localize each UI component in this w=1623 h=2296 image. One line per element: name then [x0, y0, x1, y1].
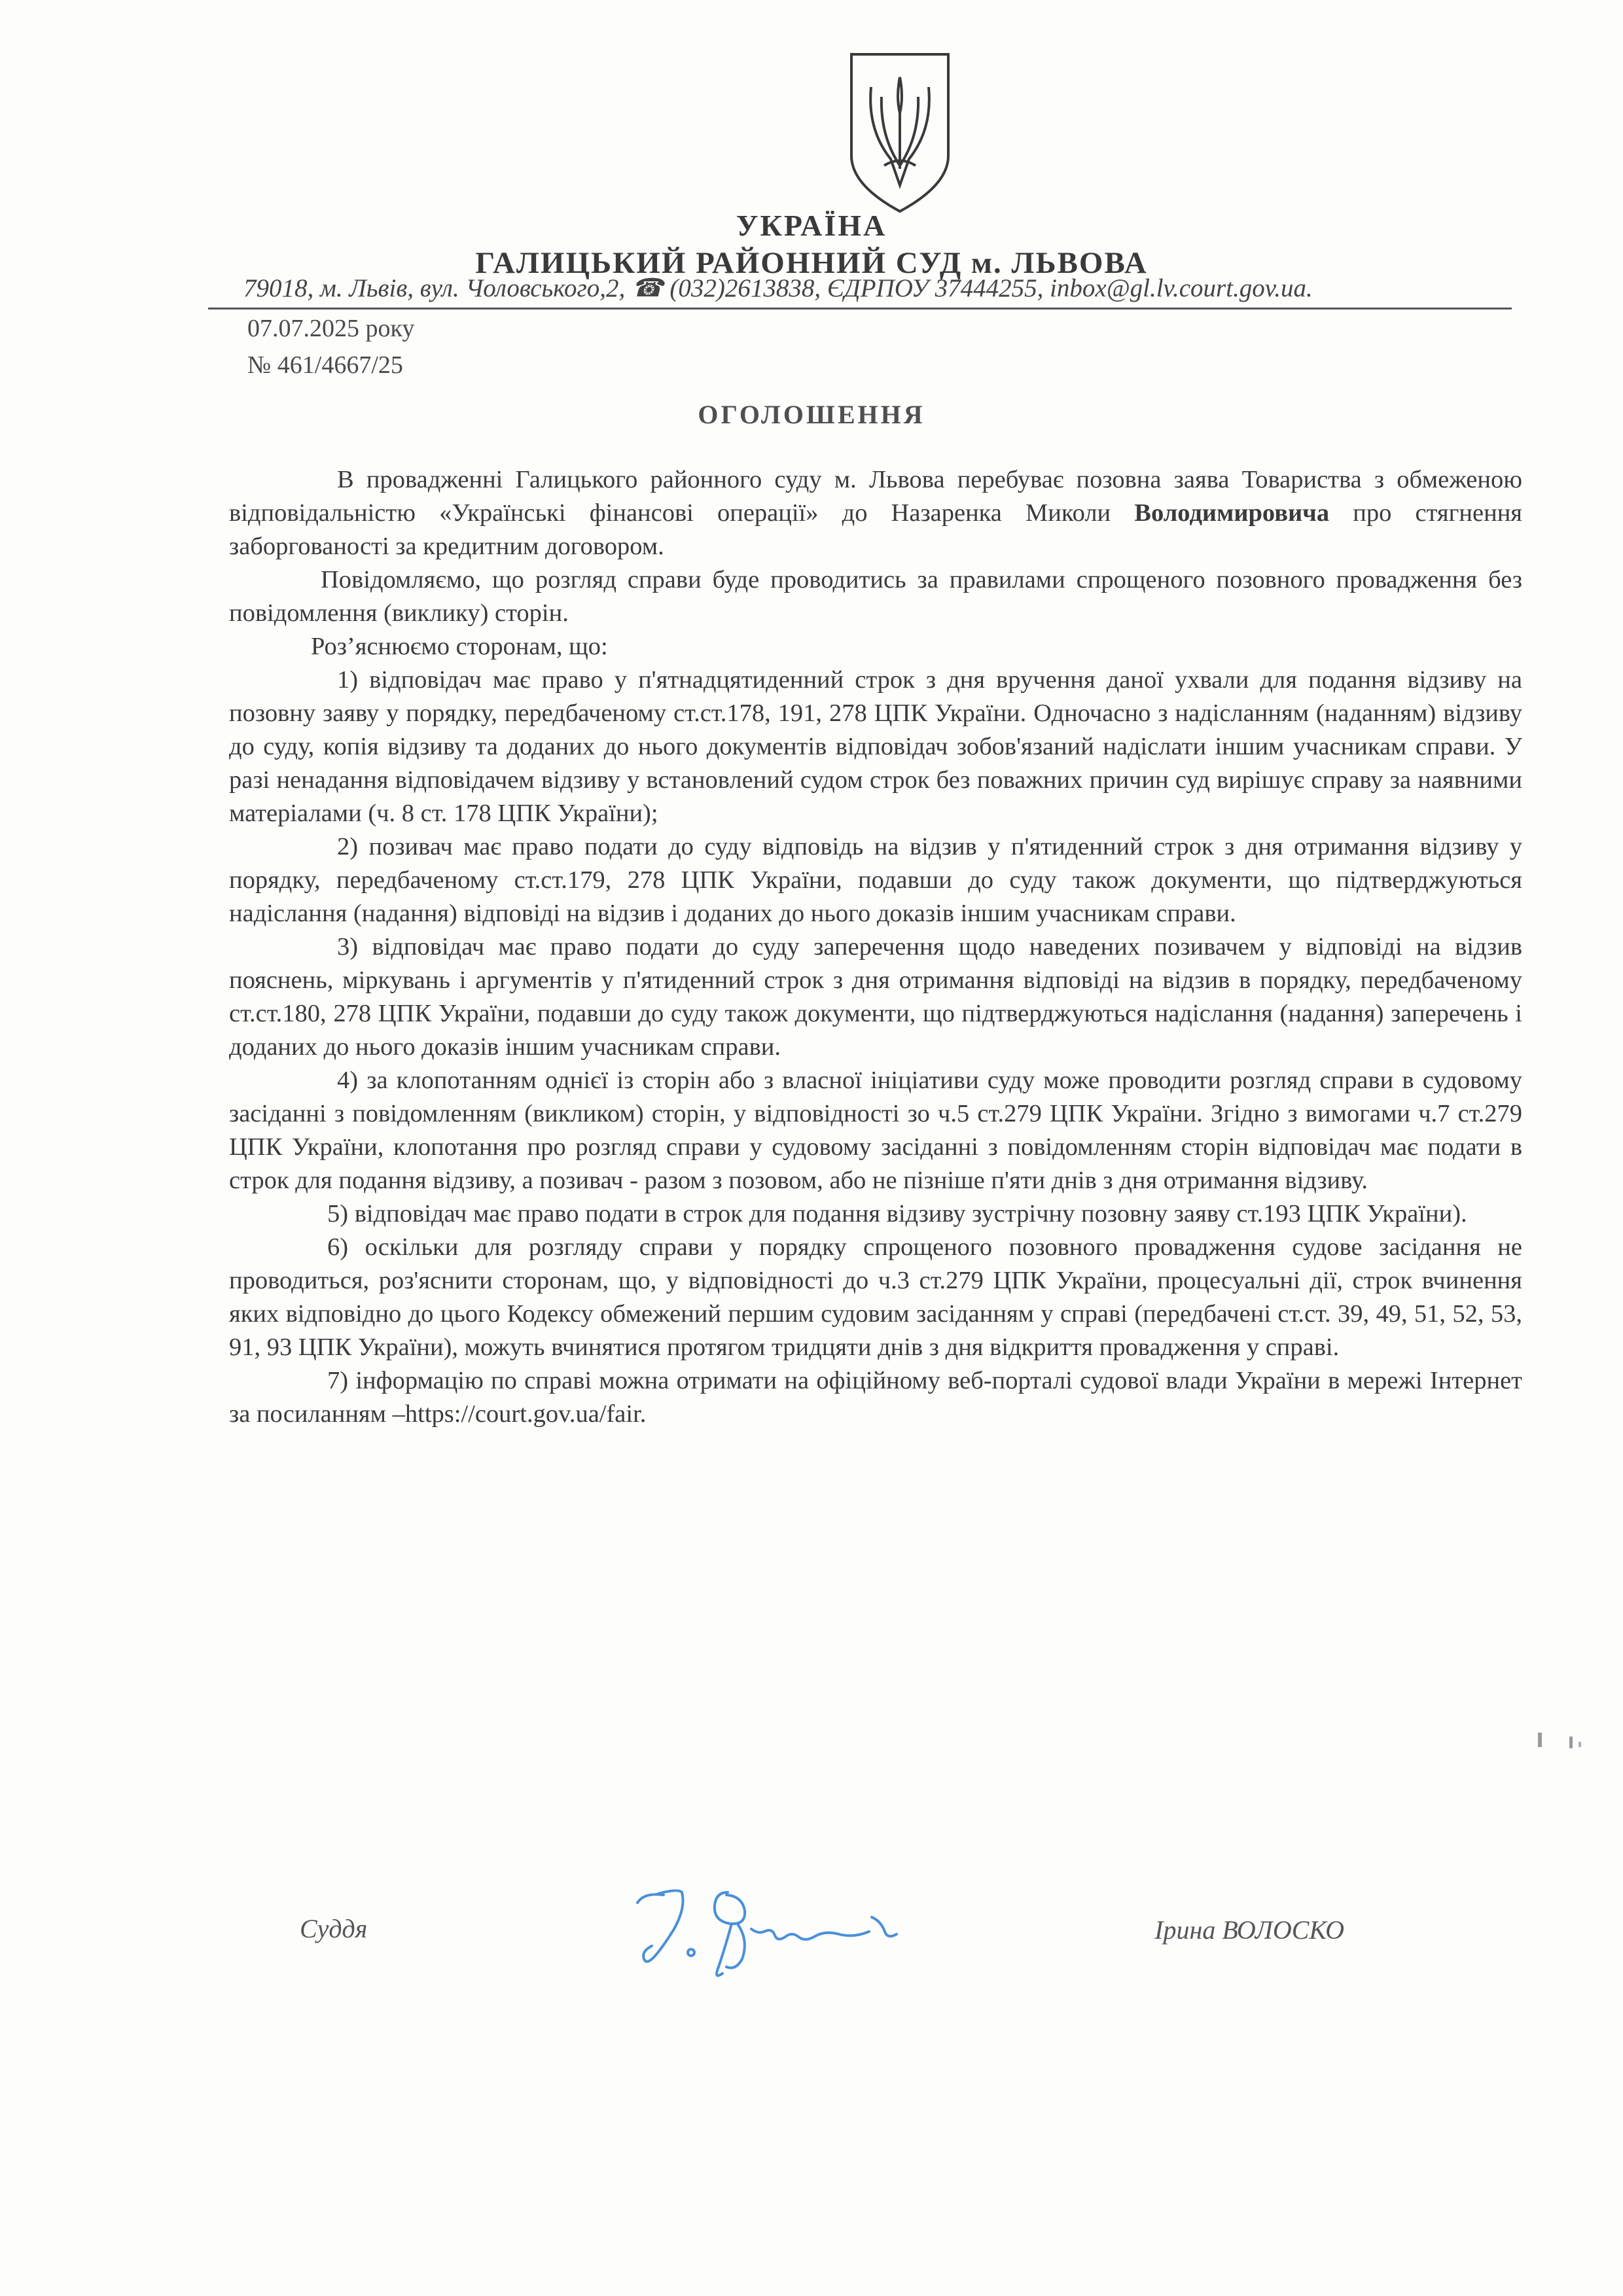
- clarify-paragraph: Роз’яснюємо сторонам, що:: [311, 633, 608, 660]
- intro-text-a: В провадженні Галицького районного суду м. Львова перебуває позовна заява Товариства з обмеженою відповідальністю «Українські фінансові операції» до Назаренка Миколи: [229, 466, 1522, 527]
- notice-paragraph: Повідомляємо, що розгляд справи буде проводитись за правилами спрощеного позовного провадження без повідомлення (виклику) сторін.: [229, 566, 1522, 627]
- document-title: ОГОЛОШЕННЯ: [698, 400, 925, 429]
- scan-mark: [1535, 1727, 1594, 1754]
- signer-role: Суддя: [300, 1914, 368, 1943]
- header-court-name: ГАЛИЦЬКИЙ РАЙОННИЙ СУД м. ЛЬВОВА: [475, 246, 1148, 280]
- document-number: № 461/4667/25: [247, 351, 403, 379]
- list-item-5: 5) відповідач має право подати в строк для подання відзиву зустрічну позовну заяву ст.193 ЦПК України).: [327, 1200, 1467, 1227]
- document-body: [229, 463, 1522, 1431]
- intro-paragraph: [229, 463, 1522, 563]
- list-item-6: 6) оскільки для розгляду справи у порядку спрощеного позовного провадження судове засідання не проводиться, роз'яснити сторонам, що, у відповідності до ч.3 ст.279 ЦПК України, процесуальні дії, строк вчинення яких відповідно до цього Кодексу обмежений першим судовим засіданням у справі (передбачені ст.ст. 39, 49, 51, 52, 53, 91, 93 ЦПК України), можуть вчинятися протягом тридцяти днів з дня відкриття провадження у справі.: [229, 1233, 1522, 1361]
- defendant-patronymic: Володимировича: [1134, 499, 1330, 527]
- signer-name: Ірина ВОЛОСКО: [1154, 1915, 1344, 1945]
- header-country: УКРАЇНА: [736, 209, 887, 242]
- intro-text-b: про стягнення заборгованості за кредитним договором.: [229, 499, 1523, 560]
- document-date: 07.07.2025 року: [247, 315, 415, 342]
- list-item-1: 1) відповідач має право у п'ятнадцятиденний строк з дня вручення даної ухвали для подання відзиву на позовну заяву у порядку, передбаченому ст.ст.178, 191, 278 ЦПК України. Одночасно з надісланням (наданням) відзиву до суду, копія відзиву та доданих до нього документів відповідач зобов'язаний надіслати іншим учасникам справи. У разі ненадання відповідачем відзиву у встановлений судом строк без поважних причин суд вирішує справу за наявними матеріалами (ч. 8 ст. 178 ЦПК України);: [229, 666, 1522, 827]
- header-divider: [208, 308, 1512, 309]
- list-item-2: 2) позивач має право подати до суду відповідь на відзив у п'ятиденний строк з дня отримання відзиву у порядку, передбаченому ст.ст.179, 278 ЦПК України, подавши до суду також документи, що підтверджуються надіслання (надання) відповіді на відзив і доданих до нього доказів іншим учасникам справи.: [229, 833, 1522, 927]
- trident-emblem-icon: [845, 51, 955, 215]
- list-item-3: 3) відповідач має право подати до суду заперечення щодо наведених позивачем у відповіді на відзив пояснень, міркувань і аргументів у п'ятиденний строк з дня отримання відповіді на відзив в порядку, передбаченому ст.ст.180, 278 ЦПК України, подавши до суду також документи, що підтверджуються надіслання (надання) заперечень і доданих до нього доказів іншим учасникам справи.: [229, 933, 1522, 1061]
- list-item-4: 4) за клопотанням однієї із сторін або з власної ініціативи суду може проводити розгляд справи в судовому засіданні з повідомленням (викликом) сторін, у відповідності зо ч.5 ст.279 ЦПК України. Згідно з вимогами ч.7 ст.279 ЦПК України, клопотання про розгляд справи у судовому засіданні з повідомленням сторін відповідач має подати в строк для подання відзиву, а позивач - разом з позовом, або не пізніше п'яти днів з дня отримання відзиву.: [229, 1067, 1522, 1194]
- list-item-7: 7) інформацію по справі можна отримати на офіційному веб-порталі судової влади України в мережі Інтернет за посиланням –https://court.gov.ua/fair.: [229, 1367, 1522, 1428]
- header-address: 79018, м. Львів, вул. Чоловського,2, ☎ (032)2613838, ЄДРПОУ 37444255, inbox@gl.lv.court.gov.ua.: [243, 274, 1313, 302]
